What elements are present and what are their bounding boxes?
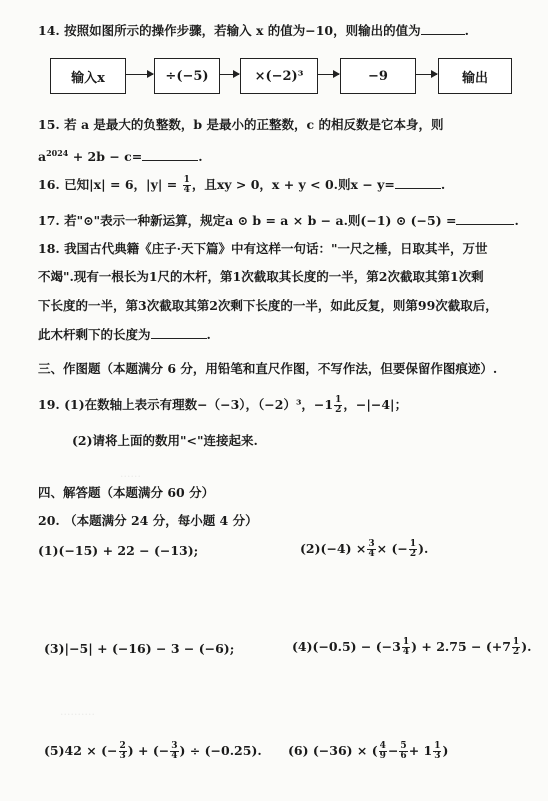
problem-20-4: (4)(−0.5) − (−3 $\frac{1}{4}$ ) + 2.75 − (+7 $\frac{1}{2}$ ).	[292, 637, 532, 657]
question-18-line2: 不竭".现有一根长为1尺的木杆，第1次截取其长度的一半，第2次截取其第1次剩	[38, 269, 484, 284]
question-17: 17. 若"⊙"表示一种新运算，规定a ⊙ b = a × b − a.则(−1) ⊙ (−5) = .	[38, 213, 519, 228]
problem-20-6: (6) (−36) × ( $\frac{4}{9}$ − $\frac{5}{6}$ + 1 $\frac{1}{3}$ )	[288, 741, 449, 761]
flow-arrow	[317, 74, 339, 75]
problem-20-3: (3)|−5| + (−16) − 3 − (−6);	[44, 641, 235, 656]
section-3-heading: 三、作图题（本题满分 6 分，用铅笔和直尺作图，不写作法，但要保留作图痕迹）.	[38, 361, 498, 376]
problem-20-1: (1)(−15) + 22 − (−13);	[38, 543, 199, 558]
flow-arrow	[415, 74, 437, 75]
question-15-line1: 15. 若 a 是最大的负整数，b 是最小的正整数，c 的相反数是它本身，则	[38, 117, 444, 132]
problem-20-5: (5)42 × (− $\frac{2}{3}$ ) + (− $\frac{3}{4}$ ) ÷ (−0.25).	[44, 741, 262, 761]
answer-blank-15[interactable]	[142, 148, 198, 161]
question-15-line2: $a^{2024} + 2b - c=$ .	[38, 148, 203, 165]
problem-20-2: (2)(−4) × $\frac{3}{4}$ × (− $\frac{1}{2}$ ).	[300, 539, 429, 559]
section-4-heading: 四、解答题（本题满分 60 分）	[38, 485, 215, 500]
flow-input-box: 输入x	[50, 58, 126, 94]
question-20-title: 20. （本题满分 24 分，每小题 4 分）	[38, 513, 258, 528]
question-19-part2: (2)请将上面的数用"<"连接起来.	[72, 433, 258, 448]
fraction: $\frac{1}{4}$	[183, 175, 190, 195]
answer-blank-18[interactable]	[151, 326, 207, 339]
question-18-line3: 下长度的一半，第3次截取其第2次剩下长度的一半，如此反复，则第99次截取后，	[38, 298, 498, 313]
operation-flowchart	[50, 58, 520, 104]
question-18-line4: 此木杆剩下的长度为 .	[38, 327, 211, 342]
answer-blank-17[interactable]	[456, 212, 514, 225]
question-16: 16. 已知|x| = 6，|y| = $\frac{1}{4}$ ，且xy > 0，x + y < 0.则x − y= .	[38, 175, 446, 195]
flow-output-box: 输出	[438, 58, 512, 94]
answer-blank-14[interactable]	[421, 22, 465, 35]
flow-arrow	[219, 74, 239, 75]
question-14: 14. 按照如图所示的操作步骤，若输入 x 的值为−10，则输出的值为 .	[38, 23, 469, 38]
answer-blank-16[interactable]	[395, 176, 441, 189]
flow-step-multiply: ×(−2)³	[240, 58, 318, 94]
fraction: $\frac{1}{2}$	[335, 395, 342, 415]
bleed-through-text: ······	[120, 470, 141, 483]
question-19-part1: 19. (1)在数轴上表示有理数−（−3），（−2）³，−1 $\frac{1}{2}$ ，−|−4|；	[38, 395, 408, 415]
flow-step-subtract: −9	[340, 58, 416, 94]
flow-arrow	[125, 74, 153, 75]
bleed-through-text: ··········	[60, 708, 95, 721]
question-18-line1: 18. 我国古代典籍《庄子·天下篇》中有这样一句话："一尺之棰，日取其半，万世	[38, 241, 488, 256]
flow-step-divide: ÷(−5)	[154, 58, 220, 94]
